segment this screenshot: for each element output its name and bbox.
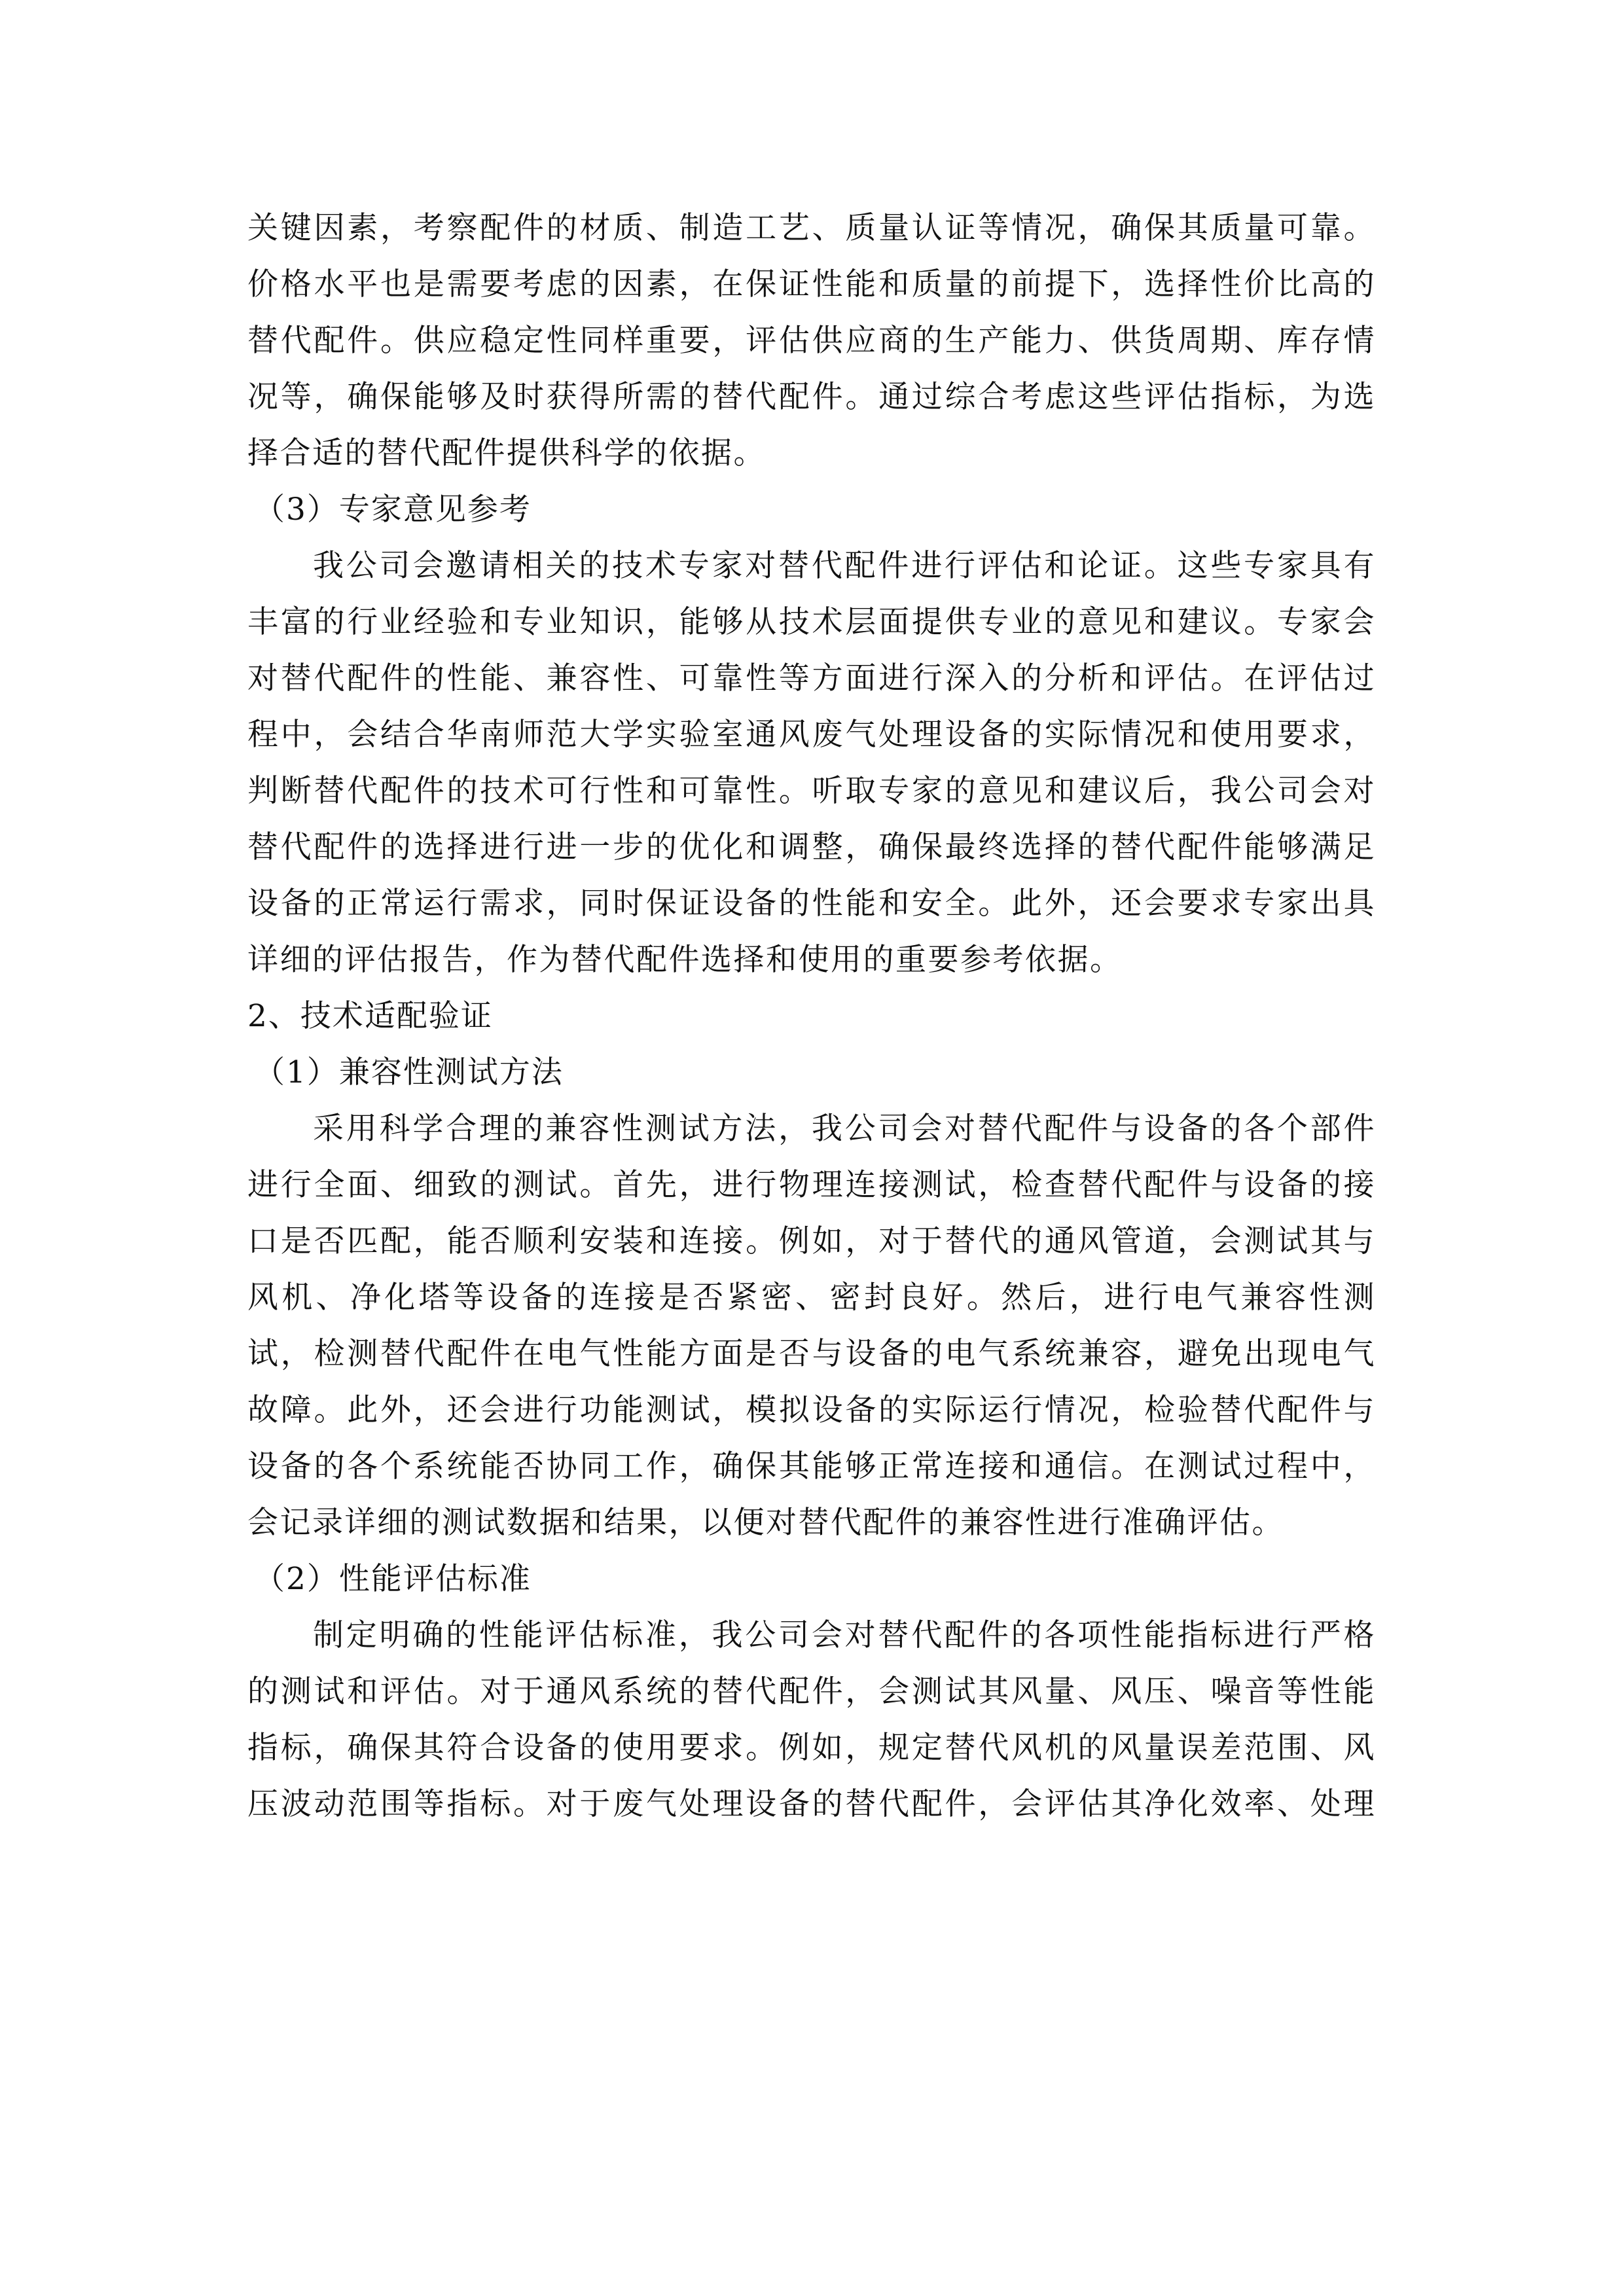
paragraph-line: 采用科学合理的兼容性测试方法，我公司会对替代配件与设备的各个部件 (313, 1111, 1376, 1147)
paragraph-line: 价格水平也是需要考虑的因素，在保证性能和质量的前提下，选择性价比高的 (247, 266, 1376, 302)
paragraph-line: 丰富的行业经验和专业知识，能够从技术层面提供专业的意见和建议。专家会 (247, 604, 1376, 640)
paragraph-line: 指标，确保其符合设备的使用要求。例如，规定替代风机的风量误差范围、风 (247, 1730, 1376, 1766)
paragraph-line: 试，检测替代配件在电气性能方面是否与设备的电气系统兼容，避免出现电气 (247, 1336, 1376, 1372)
paragraph-line: 况等，确保能够及时获得所需的替代配件。通过综合考虑这些评估指标，为选 (247, 379, 1376, 415)
subsection-heading: （1）兼容性测试方法 (254, 1054, 564, 1090)
paragraph-line: 我公司会邀请相关的技术专家对替代配件进行评估和论证。这些专家具有 (313, 548, 1376, 584)
paragraph-line: 判断替代配件的技术可行性和可靠性。听取专家的意见和建议后，我公司会对 (247, 773, 1376, 809)
paragraph-line: 设备的各个系统能否协同工作，确保其能够正常连接和通信。在测试过程中， (247, 1448, 1376, 1484)
paragraph-line: 压波动范围等指标。对于废气处理设备的替代配件，会评估其净化效率、处理 (247, 1786, 1376, 1822)
document-body (247, 200, 1376, 1833)
subsection-heading: （3）专家意见参考 (254, 492, 532, 528)
section-heading: 2、技术适配验证 (247, 998, 493, 1034)
paragraph-line: 程中，会结合华南师范大学实验室通风废气处理设备的实际情况和使用要求， (247, 717, 1376, 753)
paragraph-line: 故障。此外，还会进行功能测试，模拟设备的实际运行情况，检验替代配件与 (247, 1392, 1376, 1428)
paragraph-line: 详细的评估报告，作为替代配件选择和使用的重要参考依据。 (247, 942, 1123, 978)
paragraph-line: 的测试和评估。对于通风系统的替代配件，会测试其风量、风压、噪音等性能 (247, 1674, 1376, 1710)
paragraph-line: 进行全面、细致的测试。首先，进行物理连接测试，检查替代配件与设备的接 (247, 1167, 1376, 1203)
paragraph-line: 关键因素，考察配件的材质、制造工艺、质量认证等情况，确保其质量可靠。 (247, 210, 1376, 246)
paragraph-line: 替代配件。供应稳定性同样重要，评估供应商的生产能力、供货周期、库存情 (247, 323, 1376, 359)
subsection-heading: （2）性能评估标准 (254, 1561, 532, 1597)
paragraph-line: 对替代配件的性能、兼容性、可靠性等方面进行深入的分析和评估。在评估过 (247, 660, 1376, 696)
paragraph-line: 会记录详细的测试数据和结果，以便对替代配件的兼容性进行准确评估。 (247, 1505, 1284, 1541)
paragraph-line: 风机、净化塔等设备的连接是否紧密、密封良好。然后，进行电气兼容性测 (247, 1280, 1376, 1316)
paragraph-line: 口是否匹配，能否顺利安装和连接。例如，对于替代的通风管道，会测试其与 (247, 1223, 1376, 1259)
paragraph-line: 择合适的替代配件提供科学的依据。 (247, 435, 766, 471)
paragraph-line: 替代配件的选择进行进一步的优化和调整，确保最终选择的替代配件能够满足 (247, 829, 1376, 865)
paragraph-line: 设备的正常运行需求，同时保证设备的性能和安全。此外，还会要求专家出具 (247, 886, 1376, 922)
paragraph-line: 制定明确的性能评估标准，我公司会对替代配件的各项性能指标进行严格 (313, 1617, 1376, 1653)
